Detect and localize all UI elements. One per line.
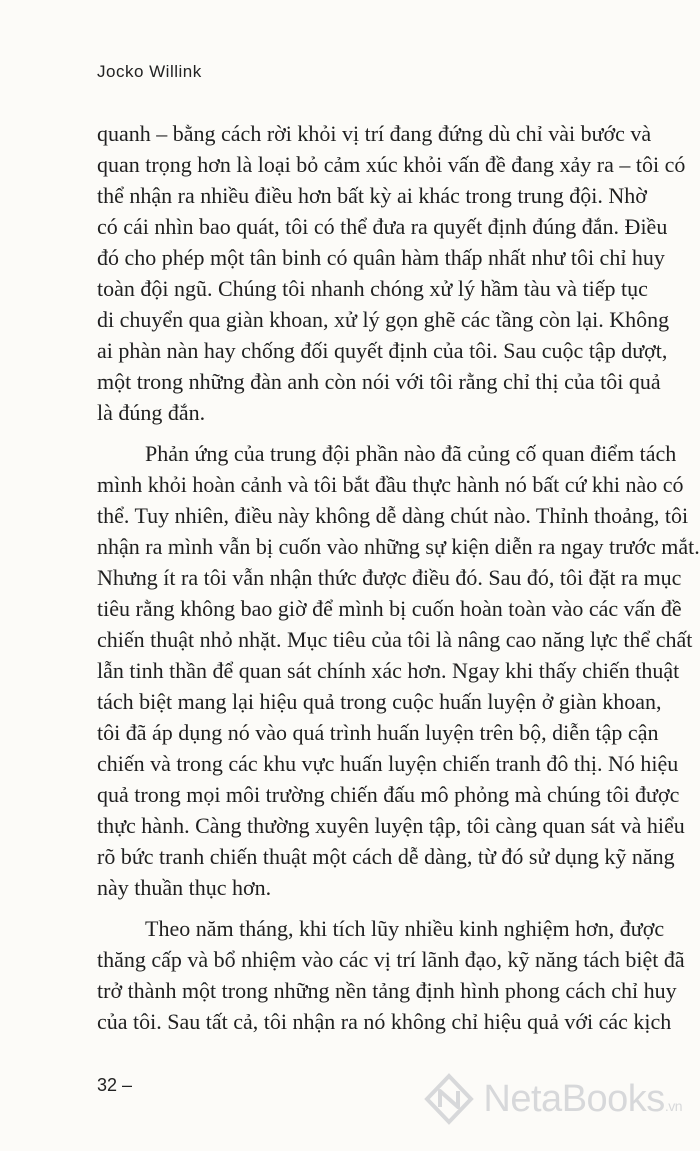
text-line: có cái nhìn bao quát, tôi có thể đưa ra quyết định đúng đắn. Điều bbox=[97, 214, 668, 239]
text-line: của tôi. Sau tất cả, tôi nhận ra nó không chỉ hiệu quả với các kịch bbox=[97, 1009, 672, 1034]
netabooks-logo-icon bbox=[423, 1073, 475, 1125]
text-line: mình khỏi hoàn cảnh và tôi bắt đầu thực hành nó bất cứ khi nào có bbox=[97, 472, 684, 497]
text-line: chiến và trong các khu vực huấn luyện chiến tranh đô thị. Nó hiệu bbox=[97, 751, 679, 776]
text-line: tôi đã áp dụng nó vào quá trình huấn luyện trên bộ, diễn tập cận bbox=[97, 720, 659, 745]
paragraph-1 bbox=[97, 118, 686, 428]
text-line: thể nhận ra nhiều điều hơn bất kỳ ai khác trong trung đội. Nhờ bbox=[97, 183, 647, 208]
text-line: tách biệt mang lại hiệu quả trong cuộc huấn luyện ở giàn khoan, bbox=[97, 689, 662, 714]
page-number: 32 – bbox=[97, 1075, 133, 1095]
watermark bbox=[423, 1073, 682, 1125]
text-line: nhận ra mình vẫn bị cuốn vào những sự kiện diễn ra ngay trước mắt. bbox=[97, 534, 700, 559]
text-line: một trong những đàn anh còn nói với tôi rằng chỉ thị của tôi quả bbox=[97, 369, 661, 394]
text-line: quả trong mọi môi trường chiến đấu mô phỏng mà chúng tôi được bbox=[97, 782, 680, 807]
text-line: này thuần thục hơn. bbox=[97, 875, 272, 900]
paragraph-2 bbox=[97, 438, 700, 903]
text-line: thể. Tuy nhiên, điều này không dễ dàng chút nào. Thỉnh thoảng, tôi bbox=[97, 503, 689, 528]
text-line: thực hành. Càng thường xuyên luyện tập, tôi càng quan sát và hiểu bbox=[97, 813, 685, 838]
text-line: đó cho phép một tân binh có quân hàm thấp nhất như tôi chỉ huy bbox=[97, 245, 665, 270]
text-line: trở thành một trong những nền tảng định hình phong cách chỉ huy bbox=[97, 978, 677, 1003]
text-line: thăng cấp và bổ nhiệm vào các vị trí lãnh đạo, kỹ năng tách biệt đã bbox=[97, 947, 685, 972]
watermark-brand: NetaBooks bbox=[483, 1077, 665, 1120]
watermark-suffix: .vn bbox=[664, 1097, 682, 1114]
watermark-text bbox=[483, 1078, 682, 1121]
text-line: rõ bức tranh chiến thuật một cách dễ dàng, từ đó sử dụng kỹ năng bbox=[97, 844, 675, 869]
text-line: tiêu rằng không bao giờ để mình bị cuốn hoàn toàn vào các vấn đề bbox=[97, 596, 682, 621]
text-line: toàn đội ngũ. Chúng tôi nhanh chóng xử lý hầm tàu và tiếp tục bbox=[97, 276, 648, 301]
text-line: Theo năm tháng, khi tích lũy nhiều kinh nghiệm hơn, được bbox=[145, 916, 665, 941]
body-text bbox=[97, 118, 700, 1037]
paragraph-3 bbox=[97, 913, 685, 1037]
text-line: lẫn tinh thần để quan sát chính xác hơn. Ngay khi thấy chiến thuật bbox=[97, 658, 680, 683]
text-line: ai phàn nàn hay chống đối quyết định của tôi. Sau cuộc tập dượt, bbox=[97, 338, 668, 363]
running-head: Jocko Willink bbox=[97, 62, 202, 81]
text-line: di chuyển qua giàn khoan, xử lý gọn ghẽ các tầng còn lại. Không bbox=[97, 307, 670, 332]
text-line: chiến thuật nhỏ nhặt. Mục tiêu của tôi là nâng cao năng lực thể chất bbox=[97, 627, 693, 652]
text-line: Phản ứng của trung đội phần nào đã củng cố quan điểm tách bbox=[145, 441, 677, 466]
text-line: Nhưng ít ra tôi vẫn nhận thức được điều đó. Sau đó, tôi đặt ra mục bbox=[97, 565, 682, 590]
text-line: là đúng đắn. bbox=[97, 400, 206, 425]
text-line: quan trọng hơn là loại bỏ cảm xúc khỏi vấn đề đang xảy ra – tôi có bbox=[97, 152, 686, 177]
text-line: quanh – bằng cách rời khỏi vị trí đang đứng dù chỉ vài bước và bbox=[97, 121, 652, 146]
